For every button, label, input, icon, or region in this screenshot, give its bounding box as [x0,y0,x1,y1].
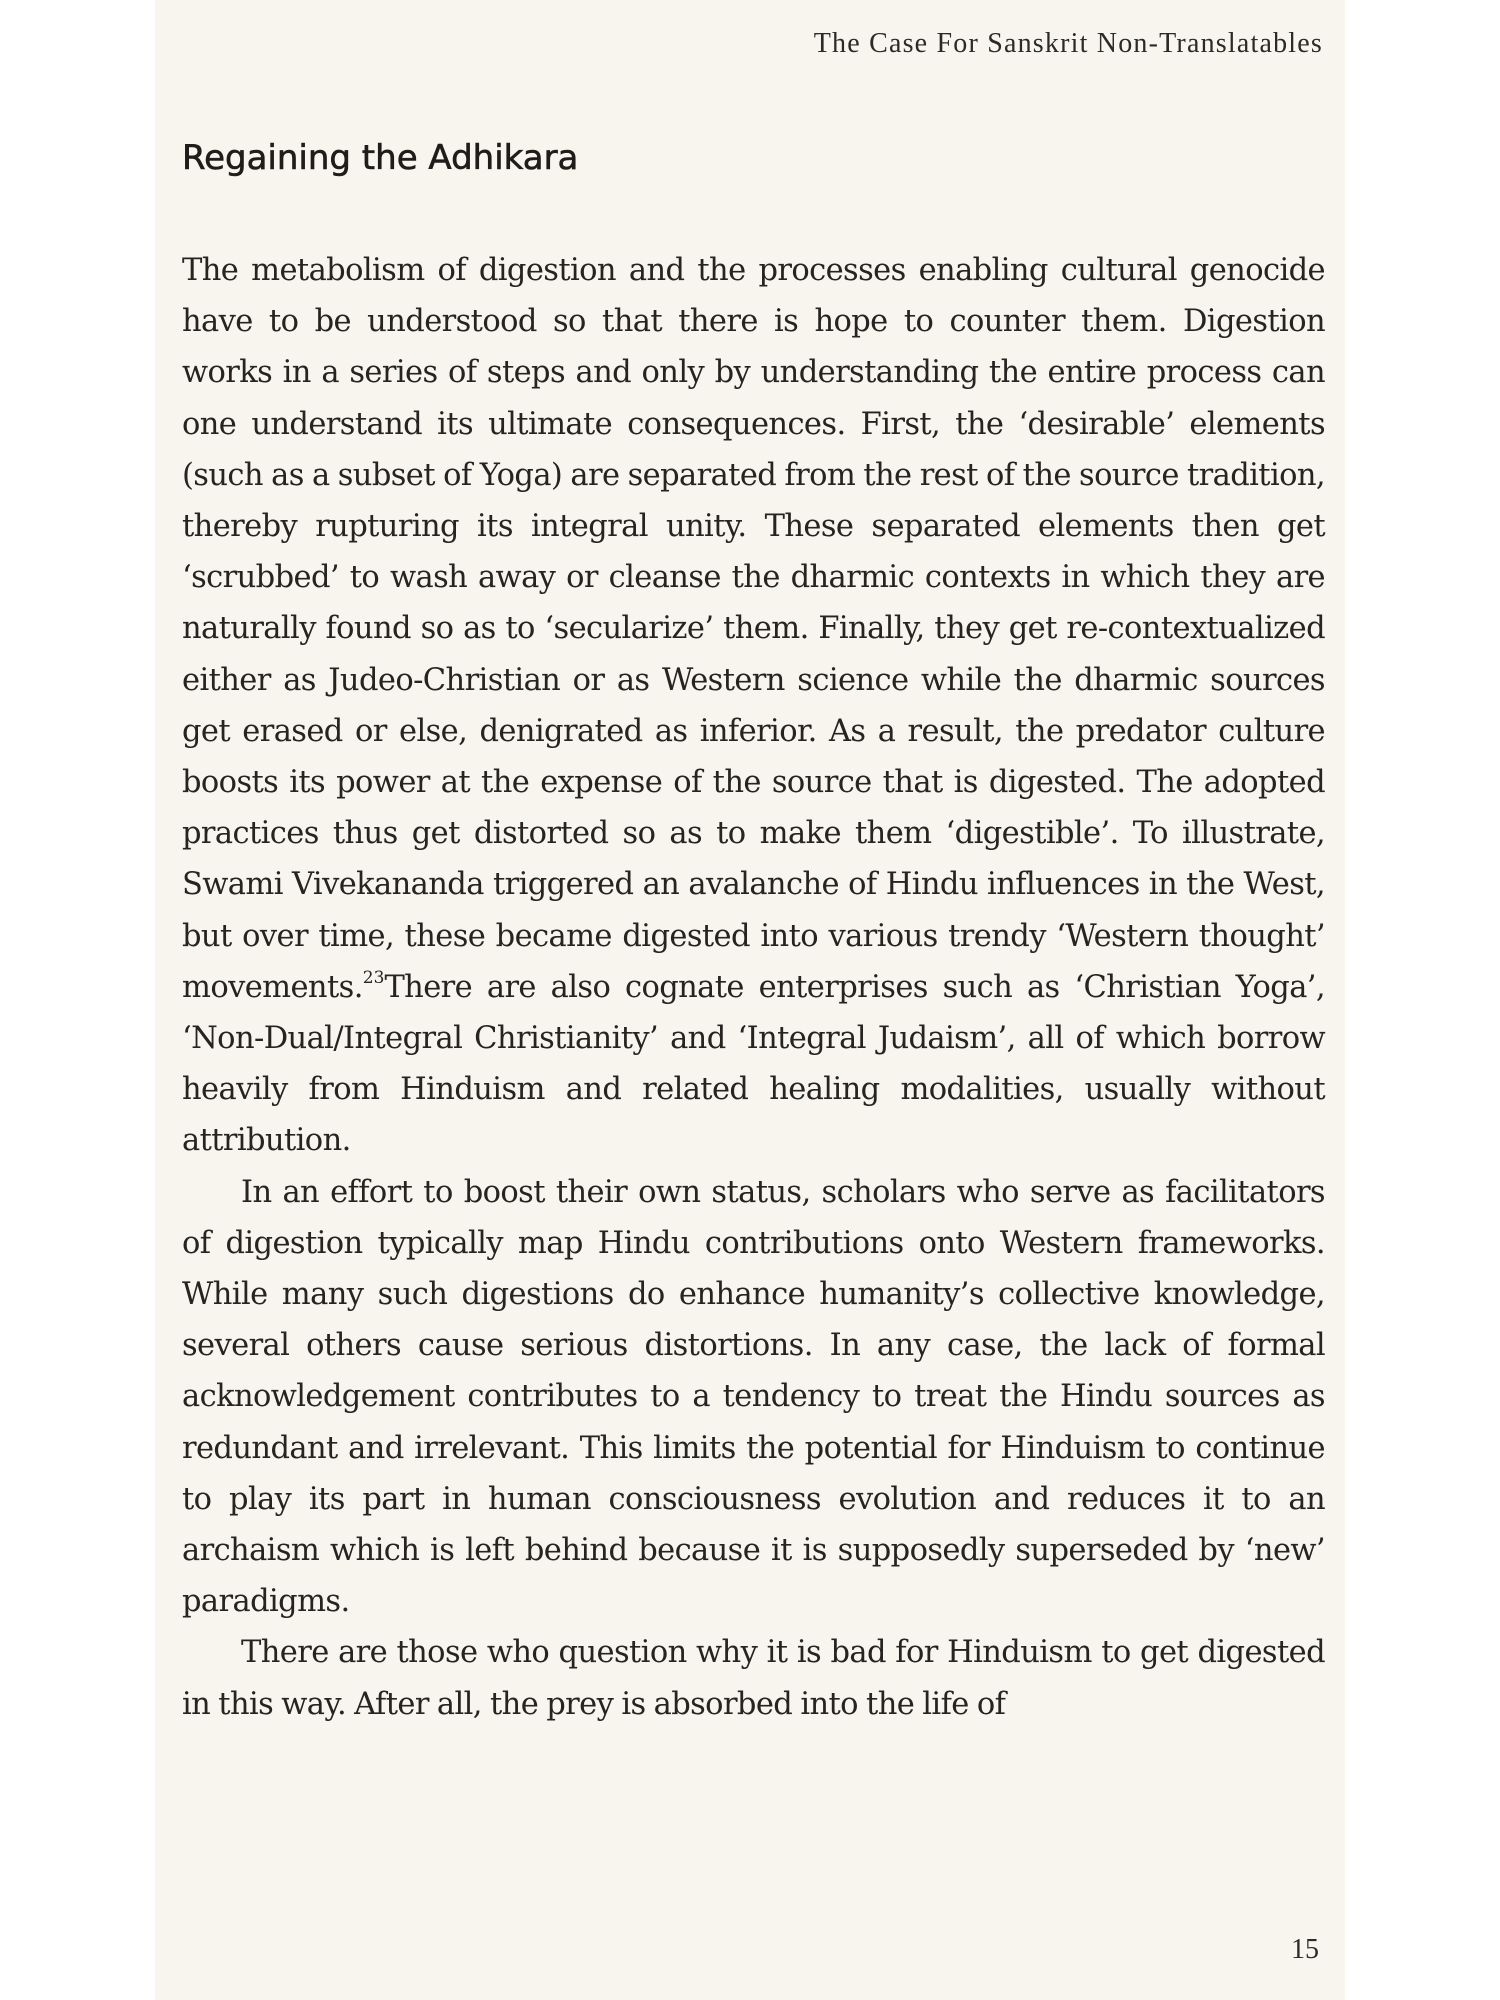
body-text [182,245,1325,1730]
running-head: The Case For Sanskrit Non-Translatables [813,28,1323,59]
paragraph-1-text: The metabolism of digestion and the processes enabling cultural genocide have to be understood so that there is hope to counter them. Digestion works in a series of steps and only by understanding the entire process can one understand its ultimate consequences. First, the ‘desirable’ elements (such as a subset of Yoga) are separated from the rest of the source tradition, thereby rupturing its integral unity. These separated elements then get ‘scrubbed’ to wash away or cleanse the dharmic contexts in which they are naturally found so as to ‘secularize’ them. Finally, they get re-contextualized either as Judeo-Christian or as Western science while the dharmic sources get erased or else, denigrated as inferior. As a result, the predator culture boosts its power at the expense of the source that is digested. The adopted practices thus get distorted so as to make them ‘digestible’. To illustrate, Swami Vivekananda triggered an avalanche of Hindu influences in the West, but over time, these became digested into various trendy ‘Western thought’ movements. [182,253,1325,1005]
book-page [155,0,1345,2000]
page-number: 15 [1291,1934,1319,1965]
section-heading: Regaining the Adhikara [182,138,579,178]
paragraph-1 [182,245,1325,1167]
paragraph-3: There are those who question why it is bad for Hinduism to get digested in this way. After all, the prey is absorbed into the life of [182,1635,1325,1722]
paragraph-1-text-continued: There are also cognate enterprises such as ‘Christian Yoga’, ‘Non-Dual/Integral Christianity’ and ‘Integral Judaism’, all of which borrow heavily from Hinduism and related healing modalities, usually without attribution. [182,969,1325,1159]
footnote-marker: 23 [362,967,385,988]
paragraph-2: In an effort to boost their own status, scholars who serve as facilitators of digestion typically map Hindu contributions onto Western frameworks. While many such digestions do enhance humanity’s collective knowledge, several others cause serious distortions. In any case, the lack of formal acknowledgement contributes to a tendency to treat the Hindu sources as redundant and irrelevant. This limits the potential for Hinduism to continue to play its part in human consciousness evolution and reduces it to an archaism which is left behind because it is supposedly superseded by ‘new’ paradigms. [182,1174,1325,1620]
